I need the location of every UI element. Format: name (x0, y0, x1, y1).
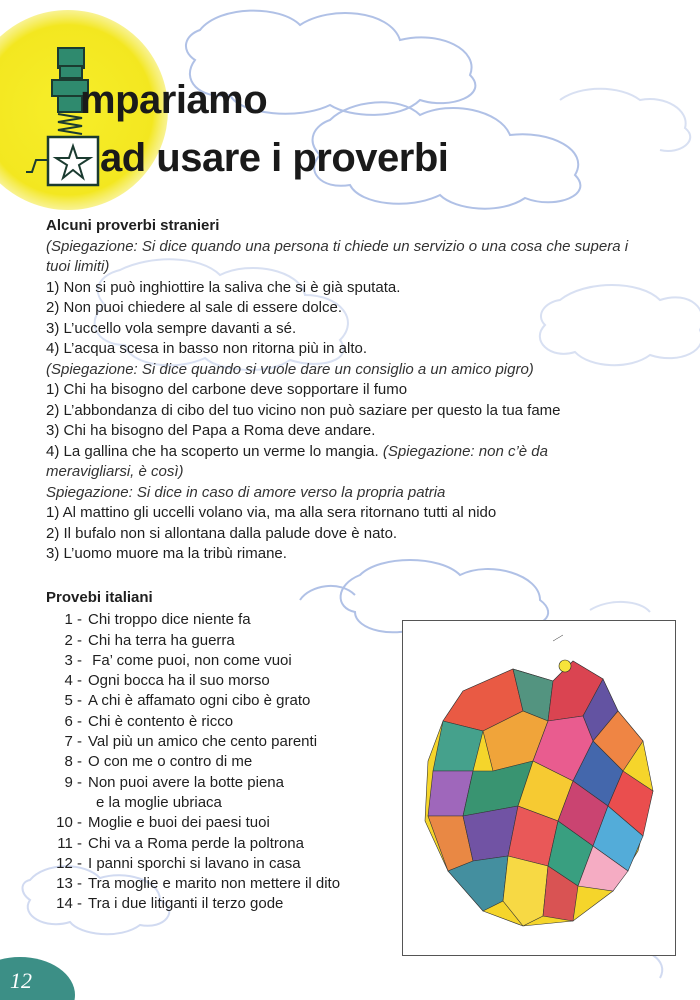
proverb-text: Chi è contento è ricco (88, 712, 234, 730)
proverb-item: 2) Non puoi chiedere al sale di essere dolce. (46, 299, 343, 316)
explanation-text: (Spiegazione: Si dice quando si vuole dare un consiglio a un amico pigro) (46, 360, 534, 378)
explanation-inline-continued: meravigliarsi, è così) (46, 463, 184, 480)
proverb-item: 1) Chi ha bisogno del carbone deve sopportare il fumo (46, 381, 408, 398)
proverb-text: Moglie e buoi dei paesi tuoi (88, 814, 270, 832)
proverb-text: Ogni bocca ha il suo morso (88, 672, 270, 690)
proverb-item (46, 773, 386, 793)
proverb-item: 3) Chi ha bisogno del Papa a Roma deve andare. (46, 422, 376, 439)
page-number: 12 (10, 968, 32, 993)
proverb-item (46, 671, 386, 691)
proverb-text: Chi va a Roma perde la poltrona (88, 834, 304, 852)
title-line-1: mpariamo (80, 78, 268, 122)
proverb-text: A chi è affamato ogni cibo è grato (88, 692, 311, 710)
proverb-item: 4) L’acqua scesa in basso non ritorna più in alto. (46, 340, 368, 357)
proverb-item: 3) L’uomo muore ma la tribù rimane. (46, 545, 287, 562)
proverb-number: 9 - (64, 773, 82, 791)
proverb-item (46, 631, 386, 651)
proverb-item: 2) L’abbondanza di cibo del tuo vicino non può saziare per questo la tua fame (46, 401, 561, 419)
abstract-drawing-icon (403, 621, 675, 955)
italian-proverbs-section (46, 588, 386, 915)
proverb-number: 10 - (56, 814, 82, 832)
proverb-item (46, 813, 386, 833)
proverb-number: 5 - (64, 692, 82, 710)
proverb-item: 3) L’uccello vola sempre davanti a sé. (46, 319, 297, 337)
section-heading: Provebi italiani (46, 589, 153, 606)
proverb-number: 13 - (56, 875, 82, 893)
proverb-item (46, 752, 386, 772)
proverb-item-text: 4) La gallina che ha scoperto un verme lo mangia. (46, 442, 379, 460)
proverb-number: 2 - (64, 631, 82, 649)
proverb-item: 1) Al mattino gli uccelli volano via, ma alla sera ritornano tutti al nido (46, 504, 497, 521)
proverb-number: 1 - (64, 611, 82, 629)
page-title (0, 0, 700, 200)
proverb-item (46, 894, 386, 914)
proverb-text: Non puoi avere la botte piena (88, 773, 284, 791)
explanation-text: (Spiegazione: Si dice quando una persona ti chiede un servizio o una cosa che supera i tuoi limiti) (46, 237, 629, 275)
explanation-inline: (Spiegazione: non c’è da (382, 442, 548, 460)
proverb-item (46, 442, 666, 463)
proverb-text: e la moglie ubriaca (96, 793, 222, 811)
proverb-text: I panni sporchi si lavano in casa (88, 854, 301, 872)
proverb-item (46, 854, 386, 874)
proverb-item: 2) Il bufalo non si allontana dalla palude dove è nato. (46, 524, 398, 542)
proverb-number: 14 - (56, 895, 82, 913)
proverb-text: Chi ha terra ha guerra (88, 631, 235, 649)
proverb-item (46, 834, 386, 854)
explanation-text: Spiegazione: Si dice in caso di amore verso la propria patria (46, 483, 446, 501)
proverb-number: 8 - (64, 753, 82, 771)
proverb-item (46, 691, 386, 711)
proverb-number: 11 - (57, 834, 82, 852)
italian-proverbs-list (46, 610, 386, 914)
proverb-item: 1) Non si può inghiottire la saliva che si è già sputata. (46, 278, 401, 296)
foreign-proverbs-section (46, 216, 666, 565)
proverb-text: Val più un amico che cento parenti (88, 733, 318, 751)
proverb-text: O con me o contro di me (88, 753, 253, 771)
proverb-item (46, 651, 386, 671)
proverb-text: Fa’ come puoi, non come vuoi (88, 651, 292, 669)
proverb-item (46, 793, 386, 813)
proverb-item (46, 874, 386, 894)
proverb-item (46, 712, 386, 732)
proverb-text: Tra i due litiganti il terzo gode (88, 895, 284, 913)
proverb-number: 7 - (64, 733, 82, 751)
section-heading: Alcuni proverbi stranieri (46, 217, 220, 234)
child-drawing-frame (402, 620, 676, 956)
proverb-text: Tra moglie e marito non mettere il dito (88, 875, 341, 893)
proverb-text: Chi troppo dice niente fa (88, 611, 251, 629)
proverb-item (46, 732, 386, 752)
proverb-number: 6 - (64, 712, 82, 730)
proverb-number: 4 - (64, 672, 82, 690)
proverb-item (46, 610, 386, 630)
proverb-number: 12 - (56, 854, 82, 872)
title-line-2: ad usare i proverbi (100, 136, 449, 180)
proverb-number: 3 - (64, 651, 82, 669)
